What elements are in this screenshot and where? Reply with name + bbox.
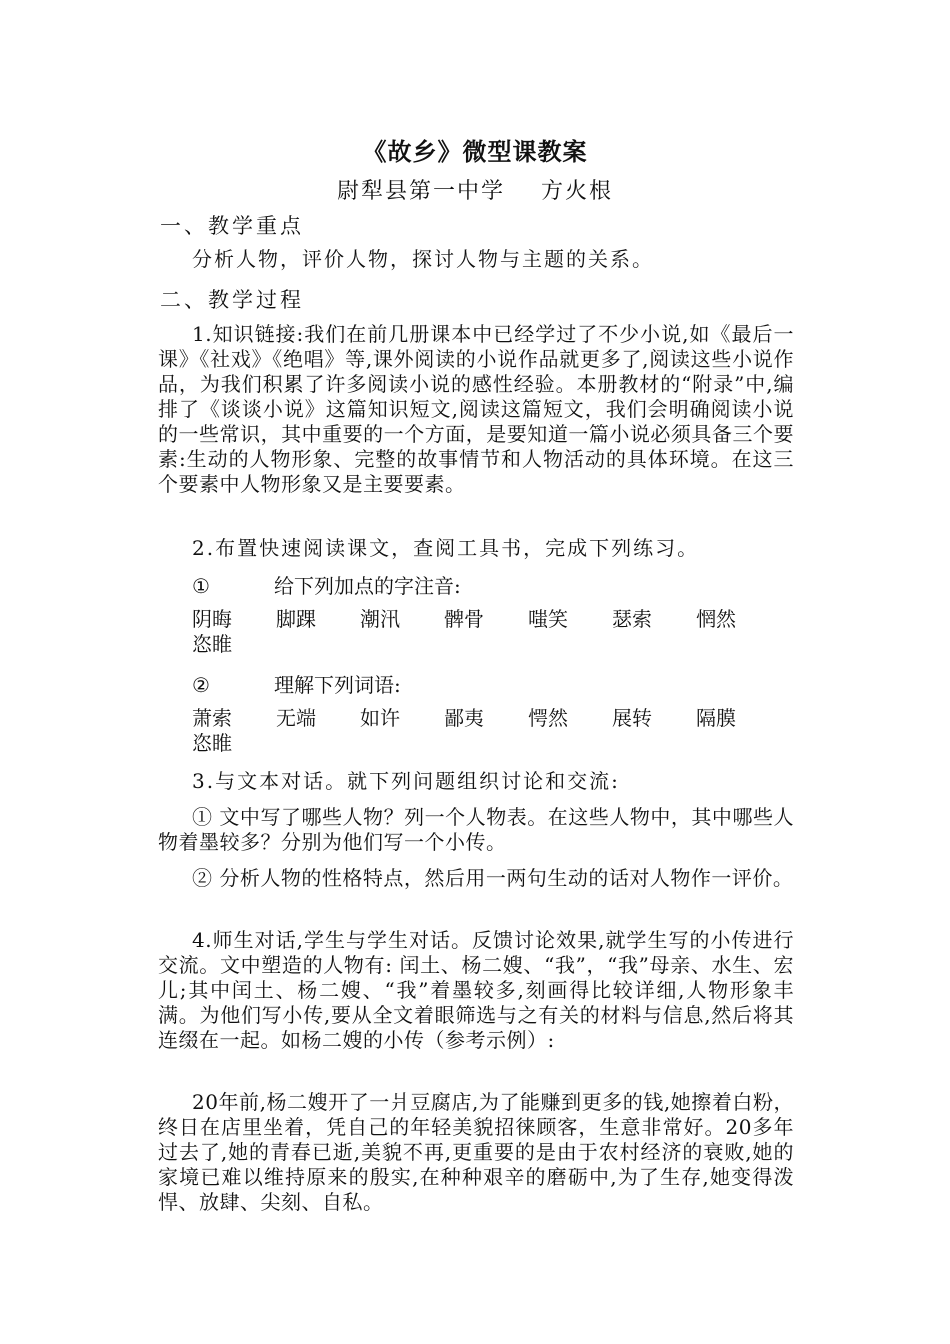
exercise-1-number: ① bbox=[192, 574, 210, 598]
teaching-focus-text: 分析人物，评价人物，探讨人物与主题的关系。 bbox=[192, 247, 654, 271]
word-item: 嗤笑 bbox=[528, 607, 568, 631]
author-line bbox=[0, 174, 950, 205]
word-item: 隔膜 bbox=[696, 706, 736, 730]
word-item: 阴晦 bbox=[192, 607, 232, 631]
document-title: 《故乡》微型课教案 bbox=[362, 137, 588, 166]
word-item: 恣睢 bbox=[192, 731, 232, 755]
exercise-1-row bbox=[192, 570, 461, 598]
word-item: 萧索 bbox=[192, 706, 232, 730]
exercise-2-text: 理解下列词语: bbox=[274, 673, 401, 697]
paragraph-dialogue-feedback: 4.师生对话,学生与学生对话。反馈讨论效果,就学生写的小传进行交流。文中塑造的人物有: 闰土、杨二嫂、“我”，“我”母亲、水生、宏儿;其中闰土、杨二嫂、“我”着墨较多,刻画得比较详细,人物形象丰满。为他们写小传,要从全文着眼筛选与之有关的材料与信息,然后将其连缀在一起。如杨二嫂的小传（参考示例）: bbox=[158, 928, 794, 1052]
word-item: 无端 bbox=[276, 706, 316, 730]
word-item: 潮汛 bbox=[360, 607, 400, 631]
word-item: 展转 bbox=[612, 706, 652, 730]
paragraph-quick-reading: 2.布置快速阅读课文，查阅工具书，完成下列练习。 bbox=[192, 536, 700, 560]
exercise-1-word-list bbox=[192, 607, 792, 657]
word-item: 髀骨 bbox=[444, 607, 484, 631]
author-name: 方火根 bbox=[541, 179, 614, 204]
exercise-2-row bbox=[192, 669, 401, 697]
word-item: 如许 bbox=[360, 706, 400, 730]
paragraph-text-dialogue: 3.与文本对话。就下列问题组织讨论和交流: bbox=[192, 769, 620, 793]
paragraph-yang-ersao-biography: 20年前,杨二嫂开了一爿豆腐店,为了能赚到更多的钱,她擦着白粉，终日在店里坐着，凭自己的年轻美貌招徕顾客，生意非常好。20多年过去了,她的青春已逝,美貌不再,更重要的是由于农村经济的衰败,她的家境已难以维持原来的殷实,在种种艰辛的磨砺中,为了生存,她变得泼悍、放肆、尖刻、自私。 bbox=[158, 1090, 794, 1214]
word-item: 鄙夷 bbox=[444, 706, 484, 730]
exercise-2-number: ② bbox=[192, 673, 210, 697]
word-item: 瑟索 bbox=[612, 607, 652, 631]
section-heading-teaching-focus: 一、教学重点 bbox=[160, 214, 304, 238]
paragraph-knowledge-link: 1.知识链接:我们在前几册课本中已经学过了不少小说,如《最后一课》《社戏》《绝唱》等,课外阅读的小说作品就更多了,阅读这些小说作品，为我们积累了许多阅读小说的感性经验。本册教材的“附录”中,编排了《谈谈小说》这篇知识短文,阅读这篇短文，我们会明确阅读小说的一些常识，其中重要的一个方面，是要知道一篇小说必须具备三个要素:生动的人物形象、完整的故事情节和人物活动的具体环境。在这三个要素中人物形象又是主要要素。 bbox=[158, 322, 794, 496]
section-heading-teaching-process: 二、教学过程 bbox=[160, 288, 304, 312]
word-item: 愕然 bbox=[528, 706, 568, 730]
discussion-question-1: ① 文中写了哪些人物？列一个人物表。在这些人物中，其中哪些人物着墨较多？分别为他们写一个小传。 bbox=[158, 805, 794, 854]
author-school: 尉犁县第一中学 bbox=[336, 179, 505, 204]
word-item: 脚踝 bbox=[276, 607, 316, 631]
discussion-question-2: ② 分析人物的性格特点，然后用一两句生动的话对人物作一评价。 bbox=[192, 866, 794, 890]
exercise-2-word-list bbox=[192, 706, 792, 756]
exercise-1-text: 给下列加点的字注音: bbox=[274, 574, 461, 598]
word-item: 惘然 bbox=[696, 607, 736, 631]
word-item: 恣睢 bbox=[192, 632, 232, 656]
